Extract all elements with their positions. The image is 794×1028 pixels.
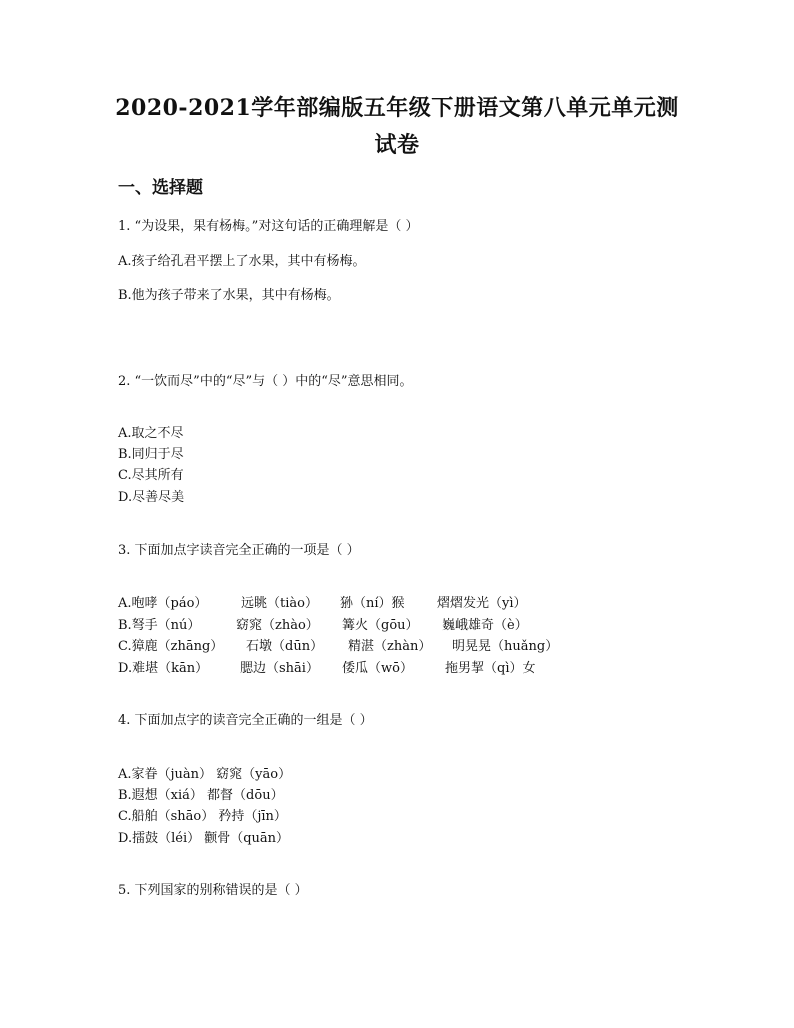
q3-a-word-1: A.咆哮（páo）	[118, 596, 208, 611]
question-2-option-d: D.尽善尽美	[118, 490, 185, 505]
question-4-option-a: A.家眷（juàn） 窈窕（yāo）	[118, 767, 292, 782]
q3-b-word-4: 巍峨雄奇（è）	[442, 618, 528, 633]
question-4-option-d: D.擂鼓（léi） 颧骨（quān）	[118, 831, 290, 846]
question-2-option-b: B.同归于尽	[118, 447, 184, 462]
q3-c-word-4: 明晃晃（huǎng）	[452, 639, 559, 654]
q3-a-word-4: 熠熠发光（yì）	[437, 596, 527, 611]
q3-b-word-2: 窈窕（zhào）	[236, 618, 319, 633]
question-3-stem: 3. 下面加点字读音完全正确的一项是（ ）	[118, 543, 360, 558]
q3-d-word-3: 倭瓜（wō）	[342, 661, 413, 676]
question-2-option-c: C.尽其所有	[118, 468, 184, 483]
question-1-stem: 1. “为设果，果有杨梅。”对这句话的正确理解是（ ）	[118, 219, 419, 234]
q3-a-word-3: 狲（ní）猴	[340, 596, 405, 611]
q3-b-word-3: 篝火（gōu）	[342, 618, 419, 633]
q3-d-word-4: 拖男挈（qì）女	[445, 661, 536, 676]
q3-b-word-1: B.弩手（nú）	[118, 618, 201, 633]
question-1-option-b: B.他为孩子带来了水果，其中有杨梅。	[118, 288, 340, 303]
exam-title-line-2: 试卷	[374, 132, 420, 158]
question-2-stem: 2. “一饮而尽”中的“尽”与（ ）中的“尽”意思相同。	[118, 374, 413, 389]
q3-a-word-2: 远眺（tiào）	[241, 596, 318, 611]
q3-d-word-1: D.难堪（kān）	[118, 661, 209, 676]
q3-c-word-3: 精湛（zhàn）	[348, 639, 432, 654]
question-2-option-a: A.取之不尽	[118, 426, 184, 441]
question-4-option-c: C.船舶（shāo） 矜持（jīn）	[118, 809, 287, 824]
question-4-stem: 4. 下面加点字的读音完全正确的一组是（ ）	[118, 713, 373, 728]
q3-c-word-2: 石墩（dūn）	[246, 639, 324, 654]
question-5-stem: 5. 下列国家的别称错误的是（ ）	[118, 883, 308, 898]
q3-c-word-1: C.獐鹿（zhāng）	[118, 639, 224, 654]
q3-d-word-2: 腮边（shāi）	[240, 661, 319, 676]
question-4-option-b: B.遐想（xiá） 都督（dōu）	[118, 788, 284, 803]
section-heading-choice: 一、选择题	[118, 178, 203, 198]
question-1-option-a: A.孩子给孔君平摆上了水果，其中有杨梅。	[118, 254, 366, 269]
exam-title-line-1: 2020-2021学年部编版五年级下册语文第八单元单元测	[115, 95, 679, 121]
